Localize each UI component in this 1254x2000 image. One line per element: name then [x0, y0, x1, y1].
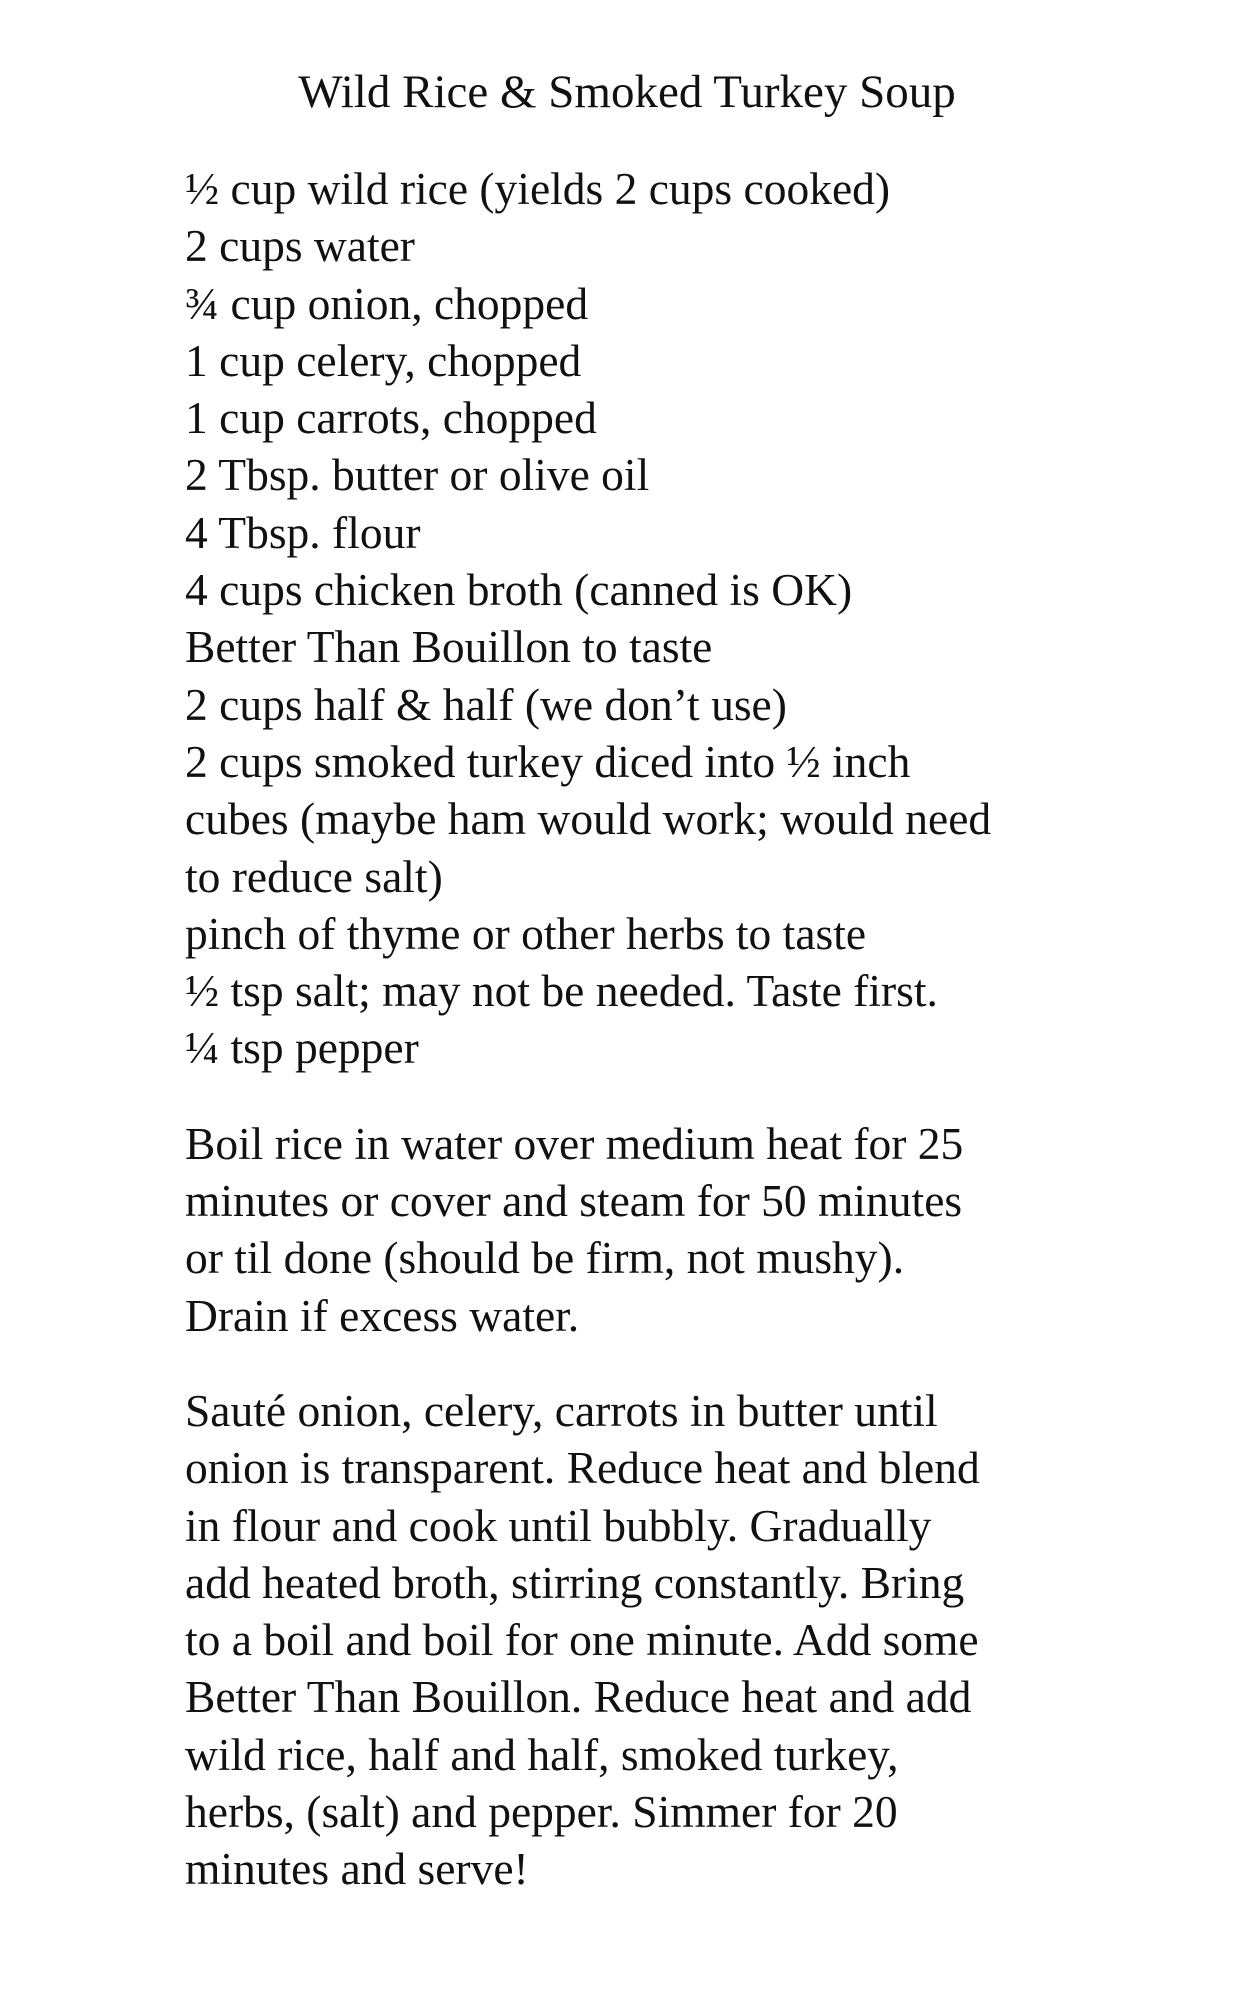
ingredient-line: 2 cups half & half (we don’t use)	[185, 678, 787, 730]
ingredient-line: ½ cup wild rice (yields 2 cups cooked)	[185, 163, 891, 214]
instruction-line: Drain if excess water.	[185, 1289, 580, 1341]
instruction-line: Better Than Bouillon. Reduce heat and add	[185, 1671, 972, 1723]
ingredient-line: 2 Tbsp. butter or olive oil	[185, 449, 650, 501]
ingredient-line: 4 Tbsp. flour	[185, 506, 421, 558]
instruction-line: to a boil and boil for one minute. Add some	[185, 1614, 979, 1666]
instruction-line: Sauté onion, celery, carrots in butter until	[185, 1384, 938, 1436]
ingredient-line: to reduce salt)	[185, 850, 443, 902]
instruction-line: or til done (should be firm, not mushy).	[185, 1232, 905, 1284]
ingredient-line: 2 cups smoked turkey diced into ½ inch	[185, 735, 911, 787]
instruction-line: minutes or cover and steam for 50 minutes	[185, 1175, 963, 1227]
instruction-line: wild rice, half and half, smoked turkey,	[185, 1728, 899, 1780]
ingredient-line: ¼ tsp pepper	[185, 1022, 419, 1074]
recipe-body	[185, 160, 1085, 1898]
ingredient-line: 1 cup carrots, chopped	[185, 392, 597, 444]
ingredient-list	[185, 160, 1085, 1077]
ingredient-line: 1 cup celery, chopped	[185, 334, 582, 386]
ingredient-line: Better Than Bouillon to taste	[185, 621, 713, 673]
instruction-line: in flour and cook until bubbly. Gradually	[185, 1499, 932, 1551]
recipe-title: Wild Rice & Smoked Turkey Soup	[298, 66, 956, 118]
instruction-line: minutes and serve!	[185, 1843, 529, 1895]
ingredient-line: ¾ cup onion, chopped	[185, 277, 589, 329]
instruction-line: add heated broth, stirring constantly. Bring	[185, 1556, 965, 1608]
ingredient-line: 2 cups water	[185, 220, 415, 272]
instruction-paragraph-rice	[185, 1115, 1085, 1344]
ingredient-line: pinch of thyme or other herbs to taste	[185, 907, 867, 959]
instruction-line: onion is transparent. Reduce heat and blend	[185, 1442, 980, 1494]
instruction-paragraph-soup	[185, 1382, 1085, 1898]
ingredient-line: ½ tsp salt; may not be needed. Taste first.	[185, 965, 938, 1017]
instruction-line: Boil rice in water over medium heat for 25	[185, 1117, 964, 1169]
ingredient-line: 4 cups chicken broth (canned is OK)	[185, 564, 853, 616]
instruction-line: herbs, (salt) and pepper. Simmer for 20	[185, 1786, 898, 1838]
ingredient-line: cubes (maybe ham would work; would need	[185, 793, 992, 845]
